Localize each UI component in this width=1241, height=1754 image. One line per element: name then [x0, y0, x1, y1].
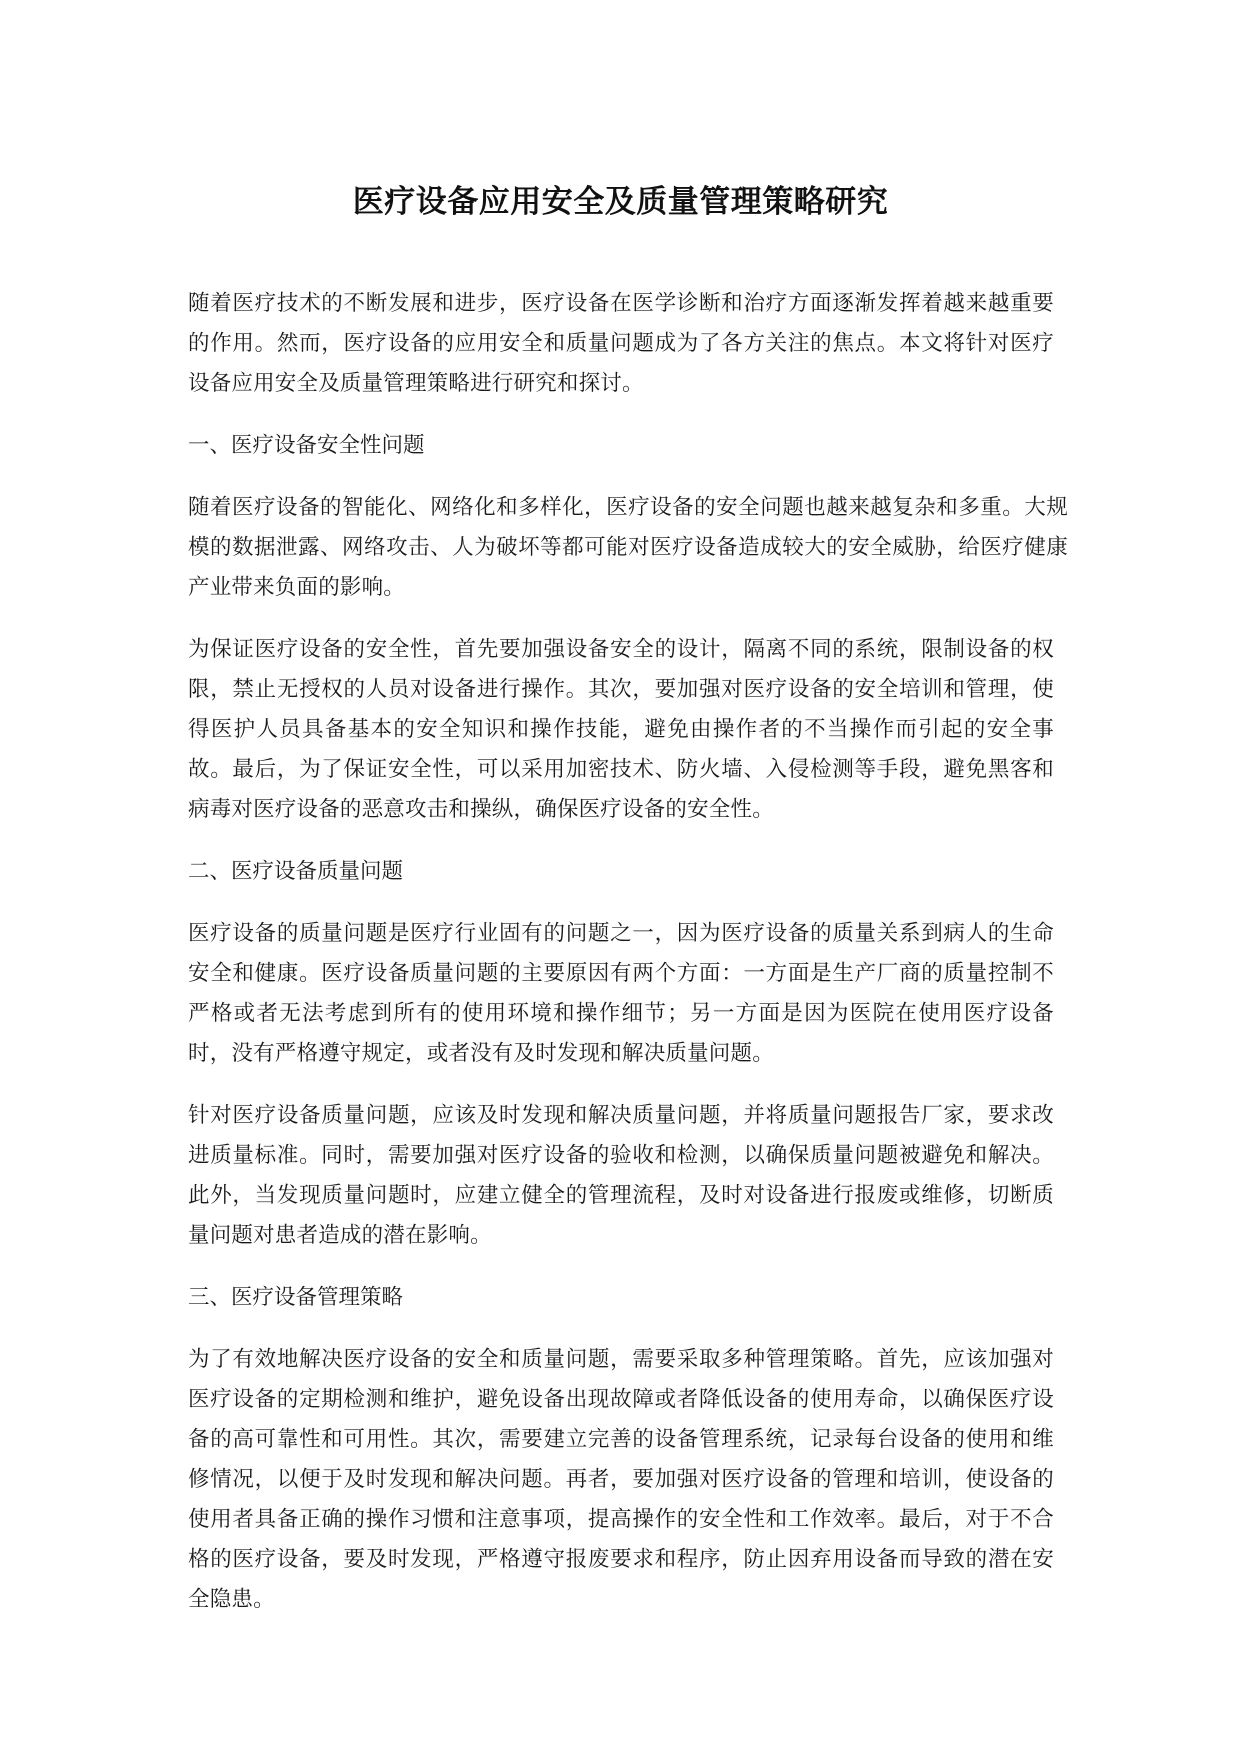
section-heading: 一、医疗设备安全性问题: [188, 433, 425, 458]
body-paragraph: 随着医疗设备的智能化、网络化和多样化，医疗设备的安全问题也越来越复杂和多重。大规模的数据泄露、网络攻击、人为破坏等都可能对医疗设备造成较大的安全威胁，给医疗健康产业带来负面的影响。: [188, 495, 1068, 600]
intro-paragraph: 随着医疗技术的不断发展和进步，医疗设备在医学诊断和治疗方面逐渐发挥着越来越重要的作用。然而，医疗设备的应用安全和质量问题成为了各方关注的焦点。本文将针对医疗设备应用安全及质量管理策略进行研究和探讨。: [188, 291, 1054, 396]
body-paragraph: 为了有效地解决医疗设备的安全和质量问题，需要采取多种管理策略。首先，应该加强对医疗设备的定期检测和维护，避免设备出现故障或者降低设备的使用寿命，以确保医疗设备的高可靠性和可用性。其次，需要建立完善的设备管理系统，记录每台设备的使用和维修情况，以便于及时发现和解决问题。再者，要加强对医疗设备的管理和培训，使设备的使用者具备正确的操作习惯和注意事项，提高操作的安全性和工作效率。最后，对于不合格的医疗设备，要及时发现，严格遵守报废要求和程序，防止因弃用设备而导致的潜在安全隐患。: [188, 1347, 1054, 1612]
section-quality: [188, 852, 1054, 1256]
section-safety: [188, 426, 1068, 830]
body-paragraph: 针对医疗设备质量问题，应该及时发现和解决质量问题，并将质量问题报告厂家，要求改进质量标准。同时，需要加强对医疗设备的验收和检测，以确保质量问题被避免和解决。此外，当发现质量问题时，应建立健全的管理流程，及时对设备进行报废或维修，切断质量问题对患者造成的潜在影响。: [188, 1103, 1054, 1248]
document-body: [188, 284, 1068, 1642]
body-paragraph: 医疗设备的质量问题是医疗行业固有的问题之一，因为医疗设备的质量关系到病人的生命安全和健康。医疗设备质量问题的主要原因有两个方面：一方面是生产厂商的质量控制不严格或者无法考虑到所有的使用环境和操作细节；另一方面是因为医院在使用医疗设备时，没有严格遵守规定，或者没有及时发现和解决质量问题。: [188, 921, 1054, 1066]
section-management: [188, 1278, 1054, 1620]
body-paragraph: 为保证医疗设备的安全性，首先要加强设备安全的设计，隔离不同的系统，限制设备的权限，禁止无授权的人员对设备进行操作。其次，要加强对医疗设备的安全培训和管理，使得医护人员具备基本的安全知识和操作技能，避免由操作者的不当操作而引起的安全事故。最后，为了保证安全性，可以采用加密技术、防火墙、入侵检测等手段，避免黑客和病毒对医疗设备的恶意攻击和操纵，确保医疗设备的安全性。: [188, 637, 1054, 822]
document-title: 医疗设备应用安全及质量管理策略研究: [352, 184, 889, 220]
section-heading: 二、医疗设备质量问题: [188, 859, 404, 884]
section-heading: 三、医疗设备管理策略: [188, 1285, 404, 1310]
